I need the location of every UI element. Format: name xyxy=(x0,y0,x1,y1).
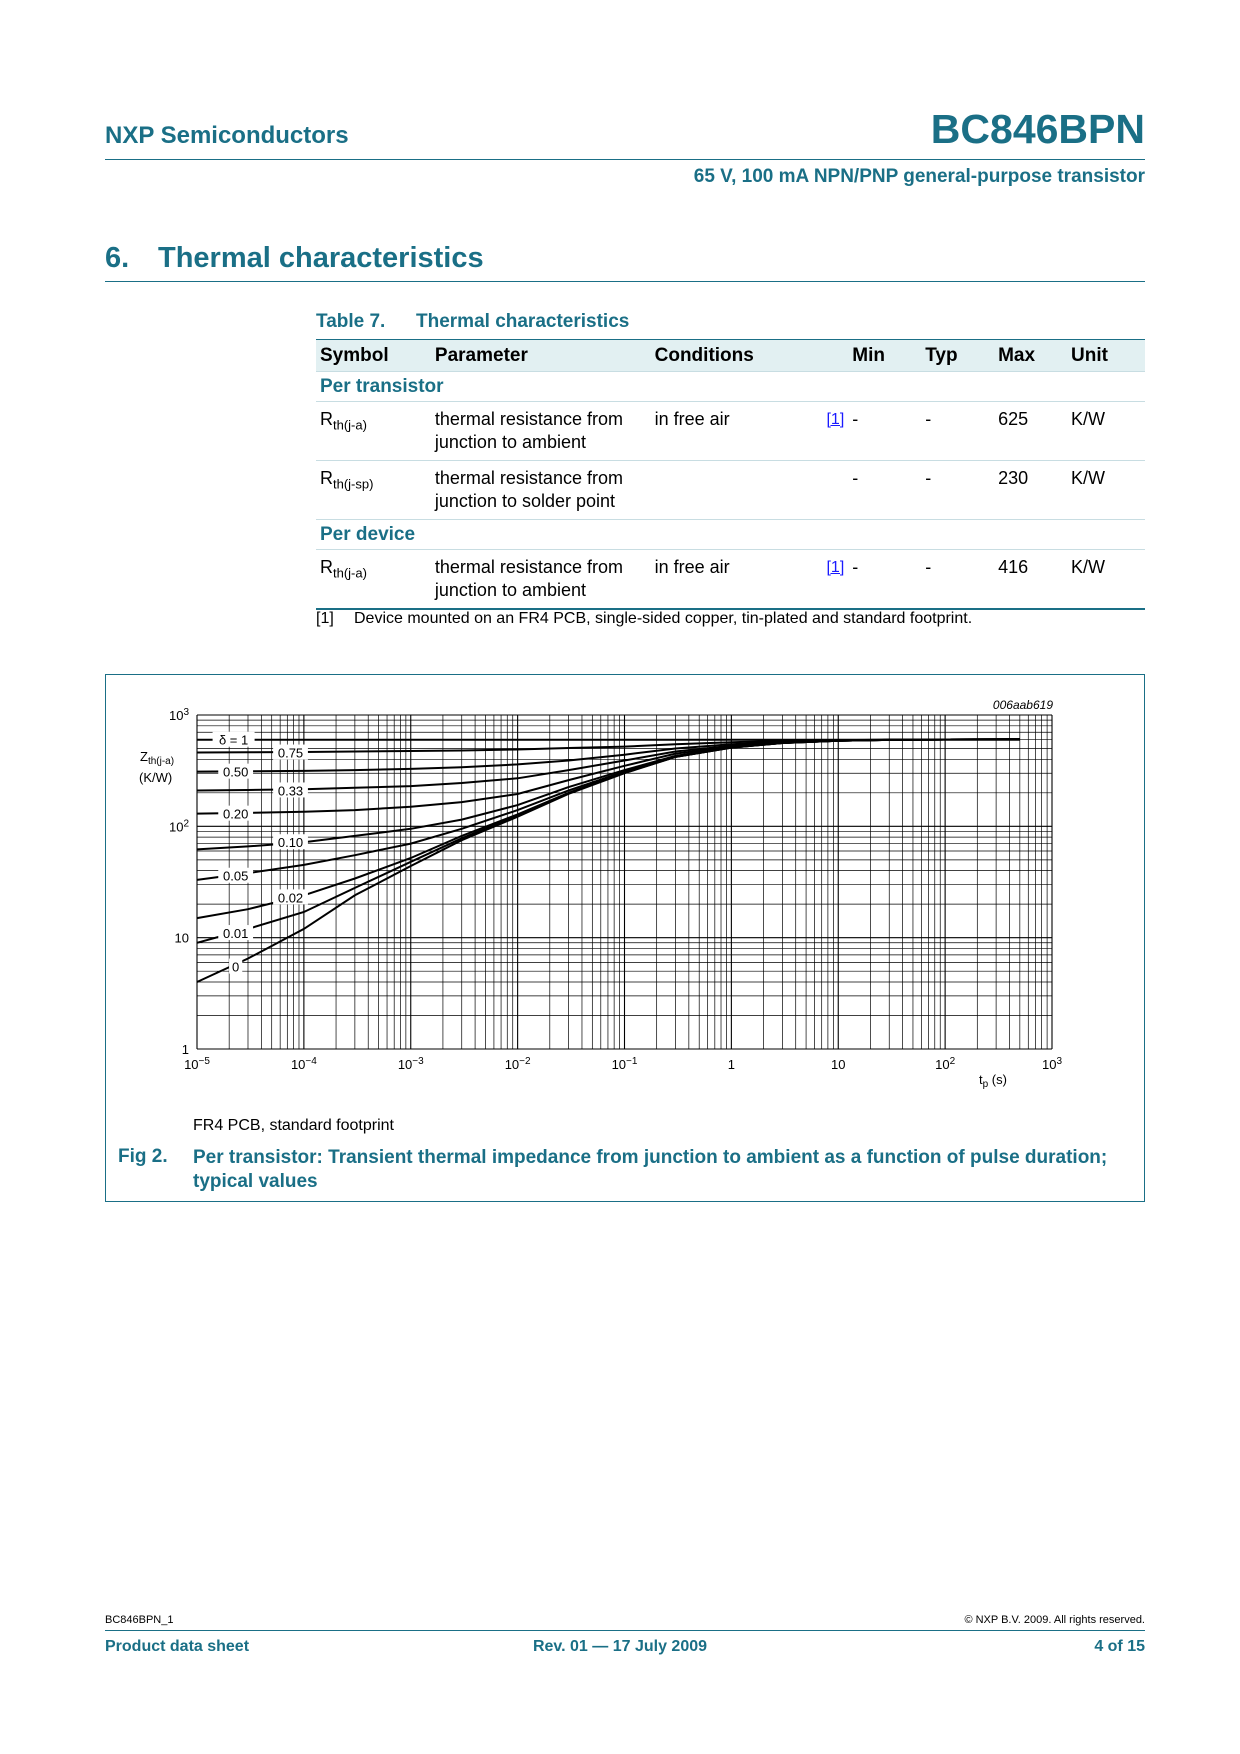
series-line-0.02 xyxy=(197,739,1020,918)
section-rule xyxy=(105,281,1145,282)
series-line-0.05 xyxy=(197,739,1020,880)
symbol-cell: $R_{th(j-a)}$ xyxy=(316,402,431,461)
table-label: Table 7. xyxy=(316,311,386,332)
x-tick-label: 1 xyxy=(727,1057,735,1072)
unit-cell: K/W xyxy=(1067,402,1145,461)
table-title: Thermal characteristics xyxy=(416,311,630,332)
min-cell: - xyxy=(848,550,921,610)
col-typ: Typ xyxy=(921,340,994,372)
y-tick-label: $10^2$ xyxy=(168,818,189,835)
x-tick-label: $10^{-1}$ xyxy=(611,1056,638,1072)
col-conditions: Conditions xyxy=(651,340,823,372)
footnote-number: [1] xyxy=(316,610,334,627)
footer-page-number: 4 of 15 xyxy=(1094,1638,1145,1655)
parameter-cell: thermal resistance from junction to solder point xyxy=(431,461,651,520)
table-footnote xyxy=(316,610,972,628)
max-cell: 230 xyxy=(994,461,1067,520)
x-tick-label: $10^{-4}$ xyxy=(290,1056,317,1072)
series-line-0.75 xyxy=(197,739,1020,752)
symbol-cell: $R_{th(j-a)}$ xyxy=(316,550,431,610)
col-unit: Unit xyxy=(1067,340,1145,372)
symbol-cell: $R_{th(j-sp)}$ xyxy=(316,461,431,520)
curve-label: 0.10 xyxy=(277,835,304,851)
table-header-row xyxy=(316,340,1145,372)
group-row xyxy=(316,520,1145,550)
conditions-cell xyxy=(651,461,823,520)
company-name: NXP Semiconductors xyxy=(105,122,349,149)
unit-cell: K/W xyxy=(1067,550,1145,610)
footnote-ref-link[interactable]: [1] xyxy=(822,550,848,610)
max-cell: 625 xyxy=(994,402,1067,461)
col-ref xyxy=(822,340,848,372)
section-title xyxy=(105,242,484,275)
y-axis-unit: (K/W) xyxy=(139,770,173,785)
figure-code: 006aab619 xyxy=(992,698,1053,712)
curve-label: 0.50 xyxy=(223,764,249,780)
section-number: 6. xyxy=(105,242,130,274)
typ-cell: - xyxy=(921,550,994,610)
figure-box xyxy=(105,674,1145,1202)
curve-label: 0 xyxy=(232,959,240,975)
curve-label: δ = 1 xyxy=(218,732,249,748)
x-tick-label: $10^2$ xyxy=(935,1056,956,1072)
min-cell: - xyxy=(848,461,921,520)
figure-note: FR4 PCB, standard footprint xyxy=(193,1117,394,1134)
col-parameter: Parameter xyxy=(431,340,651,372)
chart-curves xyxy=(197,739,1020,982)
col-symbol: Symbol xyxy=(316,340,431,372)
y-axis-label: $Z_{th(j-a)}$ xyxy=(140,749,175,767)
footer-copyright: © NXP B.V. 2009. All rights reserved. xyxy=(964,1614,1145,1626)
footnote-ref-cell xyxy=(822,461,848,520)
footer-revision: Rev. 01 — 17 July 2009 xyxy=(532,1638,708,1655)
typ-cell: - xyxy=(921,402,994,461)
x-tick-label: 10 xyxy=(831,1057,846,1072)
group-label: Per device xyxy=(316,520,1145,550)
table-caption xyxy=(316,311,629,333)
x-tick-label: $10^{-2}$ xyxy=(504,1056,531,1072)
y-tick-label: 10 xyxy=(174,930,189,946)
typ-cell: - xyxy=(921,461,994,520)
thermal-table xyxy=(316,339,1145,610)
series-line-0.50 xyxy=(197,739,1020,771)
parameter-cell: thermal resistance from junction to ambient xyxy=(431,402,651,461)
conditions-cell: in free air xyxy=(651,550,823,610)
table-row xyxy=(316,461,1145,520)
y-tick-label: 1 xyxy=(181,1042,189,1057)
x-tick-label: $10^{-3}$ xyxy=(397,1056,424,1072)
thermal-impedance-chart xyxy=(106,675,1143,1095)
table-row xyxy=(316,402,1145,461)
figure-label: Fig 2. xyxy=(118,1146,168,1167)
group-label: Per transistor xyxy=(316,372,1145,402)
footer-doc-type: Product data sheet xyxy=(105,1638,250,1655)
footer-rule xyxy=(105,1630,1145,1631)
y-tick-label: $10^3$ xyxy=(168,707,189,723)
curve-label: 0.05 xyxy=(223,868,249,884)
footnote-text: Device mounted on an FR4 PCB, single-sided copper, tin-plated and standard footprint. xyxy=(354,610,973,627)
footer-doc-id: BC846BPN_1 xyxy=(105,1614,174,1626)
curve-label: 0.01 xyxy=(223,926,249,942)
curve-label: 0.75 xyxy=(277,745,304,761)
col-min: Min xyxy=(848,340,921,372)
figure-caption: Per transistor: Transient thermal impedance from junction to ambient as a function of pulse duration; typical values xyxy=(193,1147,1108,1192)
unit-cell: K/W xyxy=(1067,461,1145,520)
footnote-ref-link[interactable]: [1] xyxy=(822,402,848,461)
curve-label: 0.33 xyxy=(277,783,304,799)
max-cell: 416 xyxy=(994,550,1067,610)
header-rule xyxy=(105,159,1145,160)
curve-label: 0.20 xyxy=(223,806,249,822)
conditions-cell: in free air xyxy=(651,402,823,461)
min-cell: - xyxy=(848,402,921,461)
table-row xyxy=(316,550,1145,610)
curve-label: 0.02 xyxy=(277,890,304,906)
x-tick-label: $10^{-5}$ xyxy=(184,1056,210,1072)
x-axis-label: $t_p$ (s) xyxy=(979,1072,1007,1090)
x-tick-label: $10^3$ xyxy=(1041,1056,1063,1072)
section-heading: Thermal characteristics xyxy=(158,242,484,274)
group-row xyxy=(316,372,1145,402)
parameter-cell: thermal resistance from junction to ambient xyxy=(431,550,651,610)
col-max: Max xyxy=(994,340,1067,372)
part-subtitle: 65 V, 100 mA NPN/PNP general-purpose transistor xyxy=(693,166,1145,187)
part-number: BC846BPN xyxy=(930,106,1145,152)
